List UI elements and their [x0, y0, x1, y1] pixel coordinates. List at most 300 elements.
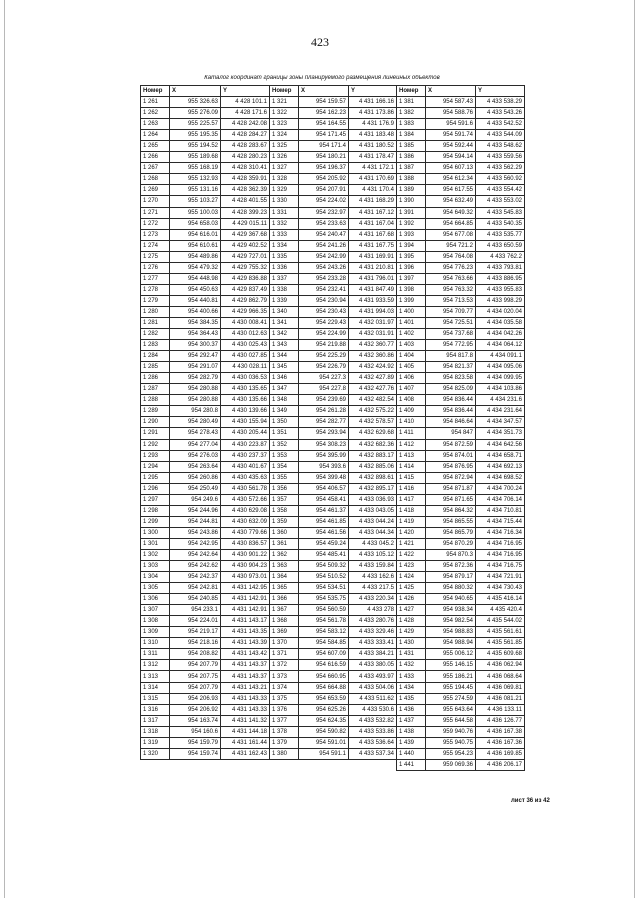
point-number: 1 380 [270, 748, 299, 759]
x-coordinate: 954 227.3 [299, 373, 349, 384]
y-coordinate: 4 430 027.85 [221, 351, 270, 362]
point-number: 1 385 [397, 141, 426, 152]
y-coordinate: 4 433 043.05 [349, 505, 397, 516]
point-number: 1 376 [270, 704, 299, 715]
y-coordinate: 4 428 171.6 [221, 108, 270, 119]
x-coordinate: 954 587.43 [426, 97, 476, 108]
point-number: 1 304 [141, 572, 170, 583]
y-coordinate: 4 431 170.69 [349, 174, 397, 185]
y-coordinate: 4 432 427.76 [349, 384, 397, 395]
y-coordinate: 4 433 044.24 [349, 516, 397, 527]
point-number: 1 333 [270, 229, 299, 240]
empty-cell [270, 759, 299, 770]
y-coordinate: 4 433 554.42 [476, 185, 525, 196]
table-row [141, 251, 525, 262]
y-coordinate: 4 435 416.14 [476, 594, 525, 605]
y-coordinate: 4 430 632.09 [221, 516, 270, 527]
x-coordinate: 954 817.8 [426, 351, 476, 362]
y-coordinate: 4 433 329.46 [349, 627, 397, 638]
x-coordinate: 954 364.43 [170, 329, 221, 340]
x-coordinate: 954 594.14 [426, 152, 476, 163]
point-number: 1 291 [141, 428, 170, 439]
y-coordinate: 4 436 133.11 [476, 704, 525, 715]
y-coordinate: 4 430 008.41 [221, 317, 270, 328]
x-coordinate: 954 607.09 [299, 649, 349, 660]
y-coordinate: 4 429 367.68 [221, 229, 270, 240]
y-coordinate: 4 431 143.37 [221, 660, 270, 671]
y-coordinate: 4 430 135.66 [221, 395, 270, 406]
table-row [141, 439, 525, 450]
y-coordinate: 4 433 538.29 [476, 97, 525, 108]
y-coordinate: 4 433 045.2 [349, 538, 397, 549]
point-number: 1 263 [141, 119, 170, 130]
point-number: 1 399 [397, 295, 426, 306]
x-coordinate: 954 649.32 [426, 207, 476, 218]
point-number: 1 407 [397, 384, 426, 395]
table-row [141, 152, 525, 163]
table-row [141, 693, 525, 704]
x-coordinate: 954 485.41 [299, 549, 349, 560]
point-number: 1 348 [270, 395, 299, 406]
x-coordinate: 955 131.16 [170, 185, 221, 196]
x-coordinate: 954 233.1 [170, 605, 221, 616]
x-coordinate: 954 592.44 [426, 141, 476, 152]
x-coordinate: 954 207.91 [299, 185, 349, 196]
table-row [141, 108, 525, 119]
point-number: 1 436 [397, 704, 426, 715]
point-number: 1 425 [397, 583, 426, 594]
y-coordinate: 4 434 706.14 [476, 494, 525, 505]
y-coordinate: 4 434 716.34 [476, 527, 525, 538]
table-row [141, 682, 525, 693]
table-row [141, 527, 525, 538]
scan-right-edge [634, 0, 635, 898]
y-coordinate: 4 430 836.57 [221, 538, 270, 549]
point-number: 1 340 [270, 306, 299, 317]
point-number: 1 303 [141, 561, 170, 572]
x-coordinate: 954 489.86 [170, 251, 221, 262]
x-coordinate: 954 159.79 [170, 737, 221, 748]
point-number: 1 394 [397, 240, 426, 251]
y-coordinate: 4 433 545.83 [476, 207, 525, 218]
point-number: 1 430 [397, 638, 426, 649]
point-number: 1 351 [270, 428, 299, 439]
x-coordinate: 954 772.95 [426, 340, 476, 351]
table-row [141, 384, 525, 395]
header-x-1: X [170, 86, 221, 97]
point-number: 1 406 [397, 373, 426, 384]
point-number: 1 404 [397, 351, 426, 362]
empty-cell [299, 759, 349, 770]
y-coordinate: 4 431 143.42 [221, 649, 270, 660]
y-coordinate: 4 431 167.04 [349, 218, 397, 229]
point-number: 1 439 [397, 737, 426, 748]
table-row [141, 163, 525, 174]
point-number: 1 384 [397, 130, 426, 141]
x-coordinate: 954 776.23 [426, 262, 476, 273]
point-number: 1 377 [270, 715, 299, 726]
table-row [141, 726, 525, 737]
point-number: 1 302 [141, 549, 170, 560]
x-coordinate: 954 583.12 [299, 627, 349, 638]
y-coordinate: 4 428 362.39 [221, 185, 270, 196]
point-number: 1 389 [397, 185, 426, 196]
x-coordinate: 954 243.26 [299, 262, 349, 273]
y-coordinate: 4 436 062.94 [476, 660, 525, 671]
point-number: 1 283 [141, 340, 170, 351]
x-coordinate: 954 823.58 [426, 373, 476, 384]
table-row [141, 583, 525, 594]
x-coordinate: 954 737.68 [426, 329, 476, 340]
x-coordinate: 954 584.85 [299, 638, 349, 649]
table-row [141, 119, 525, 130]
x-coordinate: 954 249.6 [170, 494, 221, 505]
x-coordinate: 954 400.66 [170, 306, 221, 317]
y-coordinate: 4 429 966.35 [221, 306, 270, 317]
point-number: 1 414 [397, 461, 426, 472]
x-coordinate: 954 243.86 [170, 527, 221, 538]
y-coordinate: 4 432 360.77 [349, 340, 397, 351]
point-number: 1 310 [141, 638, 170, 649]
x-coordinate: 954 591.01 [299, 737, 349, 748]
x-coordinate: 954 208.82 [170, 649, 221, 660]
point-number: 1 395 [397, 251, 426, 262]
x-coordinate: 954 591.6 [426, 119, 476, 130]
table-row [141, 97, 525, 108]
y-coordinate: 4 430 028.11 [221, 362, 270, 373]
x-coordinate: 955 225.57 [170, 119, 221, 130]
point-number: 1 398 [397, 284, 426, 295]
y-coordinate: 4 434 721.91 [476, 572, 525, 583]
x-coordinate: 954 232.97 [299, 207, 349, 218]
x-coordinate: 954 244.81 [170, 516, 221, 527]
point-number: 1 315 [141, 693, 170, 704]
x-coordinate: 954 242.95 [170, 538, 221, 549]
table-row [141, 594, 525, 605]
x-coordinate: 955 168.19 [170, 163, 221, 174]
x-coordinate: 954 207.79 [170, 660, 221, 671]
point-number: 1 288 [141, 395, 170, 406]
x-coordinate: 954 292.47 [170, 351, 221, 362]
x-coordinate: 954 219.17 [170, 627, 221, 638]
y-coordinate: 4 434 347.57 [476, 417, 525, 428]
x-coordinate: 954 847 [426, 428, 476, 439]
x-coordinate: 954 242.62 [170, 561, 221, 572]
y-coordinate: 4 436 068.64 [476, 671, 525, 682]
point-number: 1 413 [397, 450, 426, 461]
point-number: 1 397 [397, 273, 426, 284]
empty-cell [141, 759, 170, 770]
x-coordinate: 954 864.32 [426, 505, 476, 516]
y-coordinate: 4 428 101.1 [221, 97, 270, 108]
point-number: 1 346 [270, 373, 299, 384]
y-coordinate: 4 431 933.59 [349, 295, 397, 306]
x-coordinate: 954 276.03 [170, 450, 221, 461]
x-coordinate: 954 461.56 [299, 527, 349, 538]
scan-left-edge [4, 0, 5, 898]
y-coordinate: 4 430 012.63 [221, 329, 270, 340]
table-row [141, 141, 525, 152]
header-number-1: Номер [141, 86, 170, 97]
y-coordinate: 4 433 955.83 [476, 284, 525, 295]
y-coordinate: 4 436 081.21 [476, 693, 525, 704]
x-coordinate: 954 709.77 [426, 306, 476, 317]
table-row [141, 362, 525, 373]
y-coordinate: 4 430 139.66 [221, 406, 270, 417]
point-number: 1 371 [270, 649, 299, 660]
point-number: 1 434 [397, 682, 426, 693]
x-coordinate: 954 219.88 [299, 340, 349, 351]
y-coordinate: 4 433 278 [349, 605, 397, 616]
x-coordinate: 954 624.35 [299, 715, 349, 726]
y-coordinate: 4 433 536.64 [349, 737, 397, 748]
point-number: 1 431 [397, 649, 426, 660]
point-number: 1 264 [141, 130, 170, 141]
y-coordinate: 4 434 020.04 [476, 306, 525, 317]
y-coordinate: 4 434 231.64 [476, 406, 525, 417]
empty-cell [221, 759, 270, 770]
y-coordinate: 4 429 727.01 [221, 251, 270, 262]
x-coordinate: 954 821.37 [426, 362, 476, 373]
y-coordinate: 4 432 682.36 [349, 439, 397, 450]
table-row [141, 395, 525, 406]
table-row [141, 317, 525, 328]
y-coordinate: 4 433 998.29 [476, 295, 525, 306]
y-coordinate: 4 430 205.44 [221, 428, 270, 439]
point-number: 1 357 [270, 494, 299, 505]
y-coordinate: 4 433 504.06 [349, 682, 397, 693]
point-number: 1 375 [270, 693, 299, 704]
y-coordinate: 4 429 402.52 [221, 240, 270, 251]
x-coordinate: 954 242.99 [299, 251, 349, 262]
y-coordinate: 4 430 401.67 [221, 461, 270, 472]
table-row [141, 549, 525, 560]
x-coordinate: 954 242.37 [170, 572, 221, 583]
point-number: 1 393 [397, 229, 426, 240]
y-coordinate: 4 433 543.26 [476, 108, 525, 119]
point-number: 1 438 [397, 726, 426, 737]
point-number: 1 347 [270, 384, 299, 395]
y-coordinate: 4 436 167.38 [476, 726, 525, 737]
x-coordinate: 954 612.34 [426, 174, 476, 185]
x-coordinate: 954 384.35 [170, 317, 221, 328]
x-coordinate: 954 764.08 [426, 251, 476, 262]
x-coordinate: 954 229.43 [299, 317, 349, 328]
x-coordinate: 954 277.04 [170, 439, 221, 450]
y-coordinate: 4 434 351.73 [476, 428, 525, 439]
table-row [141, 218, 525, 229]
point-number: 1 432 [397, 660, 426, 671]
x-coordinate: 954 233.28 [299, 273, 349, 284]
y-coordinate: 4 433 535.77 [476, 229, 525, 240]
y-coordinate: 4 433 159.84 [349, 561, 397, 572]
y-coordinate: 4 431 183.48 [349, 130, 397, 141]
point-number: 1 279 [141, 295, 170, 306]
y-coordinate: 4 432 895.17 [349, 483, 397, 494]
point-number: 1 390 [397, 196, 426, 207]
point-number: 1 339 [270, 295, 299, 306]
y-coordinate: 4 430 973.01 [221, 572, 270, 583]
point-number: 1 337 [270, 273, 299, 284]
point-number: 1 345 [270, 362, 299, 373]
y-coordinate: 4 431 796.01 [349, 273, 397, 284]
y-coordinate: 4 433 559.56 [476, 152, 525, 163]
y-coordinate: 4 433 333.41 [349, 638, 397, 649]
point-number: 1 322 [270, 108, 299, 119]
x-coordinate: 954 308.23 [299, 439, 349, 450]
x-coordinate: 954 395.99 [299, 450, 349, 461]
y-coordinate: 4 428 399.23 [221, 207, 270, 218]
y-coordinate: 4 432 629.68 [349, 428, 397, 439]
y-coordinate: 4 433 105.12 [349, 549, 397, 560]
y-coordinate: 4 431 180.52 [349, 141, 397, 152]
x-coordinate: 954 242.81 [170, 583, 221, 594]
point-number: 1 289 [141, 406, 170, 417]
y-coordinate: 4 434 642.56 [476, 439, 525, 450]
table-row [141, 505, 525, 516]
x-coordinate: 954 625.26 [299, 704, 349, 715]
x-coordinate: 954 230.94 [299, 295, 349, 306]
point-number: 1 272 [141, 218, 170, 229]
point-number: 1 419 [397, 516, 426, 527]
point-number: 1 418 [397, 505, 426, 516]
point-number: 1 412 [397, 439, 426, 450]
table-row [141, 428, 525, 439]
point-number: 1 435 [397, 693, 426, 704]
table-row [141, 174, 525, 185]
y-coordinate: 4 434 064.12 [476, 340, 525, 351]
table-row [141, 273, 525, 284]
y-coordinate: 4 434 700.24 [476, 483, 525, 494]
x-coordinate: 955 644.58 [426, 715, 476, 726]
y-coordinate: 4 431 170.4 [349, 185, 397, 196]
table-row [141, 572, 525, 583]
x-coordinate: 955 194.45 [426, 682, 476, 693]
x-coordinate: 954 406.57 [299, 483, 349, 494]
point-number: 1 396 [397, 262, 426, 273]
x-coordinate: 954 164.55 [299, 119, 349, 130]
point-number: 1 429 [397, 627, 426, 638]
point-number: 1 299 [141, 516, 170, 527]
x-coordinate: 954 836.44 [426, 395, 476, 406]
y-coordinate: 4 428 280.23 [221, 152, 270, 163]
x-coordinate: 954 591.74 [426, 130, 476, 141]
y-coordinate: 4 428 284.27 [221, 130, 270, 141]
x-coordinate: 955 006.12 [426, 649, 476, 660]
point-number: 1 296 [141, 483, 170, 494]
y-coordinate: 4 434 698.52 [476, 472, 525, 483]
table-row [141, 649, 525, 660]
point-number: 1 360 [270, 527, 299, 538]
point-number: 1 305 [141, 583, 170, 594]
header-y-3: Y [476, 86, 525, 97]
y-coordinate: 4 433 044.34 [349, 527, 397, 538]
table-row [141, 737, 525, 748]
point-number: 1 269 [141, 185, 170, 196]
point-number: 1 437 [397, 715, 426, 726]
table-row [141, 262, 525, 273]
y-coordinate: 4 434 692.13 [476, 461, 525, 472]
x-coordinate: 954 448.98 [170, 273, 221, 284]
table-row [141, 185, 525, 196]
table-row [141, 759, 525, 770]
x-coordinate: 954 479.32 [170, 262, 221, 273]
point-number: 1 378 [270, 726, 299, 737]
y-coordinate: 4 432 424.92 [349, 362, 397, 373]
point-number: 1 401 [397, 317, 426, 328]
table-row [141, 406, 525, 417]
header-y-1: Y [221, 86, 270, 97]
y-coordinate: 4 429 862.79 [221, 295, 270, 306]
x-coordinate: 954 509.32 [299, 561, 349, 572]
y-coordinate: 4 432 031.91 [349, 329, 397, 340]
point-number: 1 295 [141, 472, 170, 483]
point-number: 1 293 [141, 450, 170, 461]
point-number: 1 368 [270, 616, 299, 627]
point-number: 1 417 [397, 494, 426, 505]
x-coordinate: 955 276.09 [170, 108, 221, 119]
point-number: 1 363 [270, 561, 299, 572]
y-coordinate: 4 431 994.03 [349, 306, 397, 317]
x-coordinate: 954 450.63 [170, 284, 221, 295]
point-number: 1 422 [397, 549, 426, 560]
x-coordinate: 954 763.32 [426, 284, 476, 295]
y-coordinate: 4 431 143.21 [221, 682, 270, 693]
x-coordinate: 954 658.03 [170, 218, 221, 229]
point-number: 1 391 [397, 207, 426, 218]
y-coordinate: 4 435 561.61 [476, 627, 525, 638]
x-coordinate: 954 938.34 [426, 605, 476, 616]
x-coordinate: 954 207.75 [170, 671, 221, 682]
point-number: 1 354 [270, 461, 299, 472]
point-number: 1 316 [141, 704, 170, 715]
x-coordinate: 954 261.28 [299, 406, 349, 417]
point-number: 1 297 [141, 494, 170, 505]
point-number: 1 290 [141, 417, 170, 428]
y-coordinate: 4 434 042.26 [476, 329, 525, 340]
x-coordinate: 954 218.16 [170, 638, 221, 649]
point-number: 1 284 [141, 351, 170, 362]
y-coordinate: 4 432 883.17 [349, 450, 397, 461]
y-coordinate: 4 433 532.82 [349, 715, 397, 726]
point-number: 1 383 [397, 119, 426, 130]
point-number: 1 298 [141, 505, 170, 516]
point-number: 1 353 [270, 450, 299, 461]
y-coordinate: 4 435 420.4 [476, 605, 525, 616]
table-row [141, 472, 525, 483]
point-number: 1 374 [270, 682, 299, 693]
y-coordinate: 4 430 904.23 [221, 561, 270, 572]
point-number: 1 282 [141, 329, 170, 340]
point-number: 1 331 [270, 207, 299, 218]
point-number: 1 358 [270, 505, 299, 516]
y-coordinate: 4 431 143.35 [221, 627, 270, 638]
y-coordinate: 4 431 144.18 [221, 726, 270, 737]
y-coordinate: 4 434 715.44 [476, 516, 525, 527]
y-coordinate: 4 433 162.6 [349, 572, 397, 583]
x-coordinate: 955 186.21 [426, 671, 476, 682]
y-coordinate: 4 431 142.91 [221, 594, 270, 605]
point-number: 1 261 [141, 97, 170, 108]
y-coordinate: 4 433 542.52 [476, 119, 525, 130]
y-coordinate: 4 431 142.91 [221, 605, 270, 616]
table-row [141, 561, 525, 572]
table-row [141, 284, 525, 295]
point-number: 1 441 [397, 759, 426, 770]
x-coordinate: 954 232.41 [299, 284, 349, 295]
y-coordinate: 4 428 242.08 [221, 119, 270, 130]
point-number: 1 301 [141, 538, 170, 549]
